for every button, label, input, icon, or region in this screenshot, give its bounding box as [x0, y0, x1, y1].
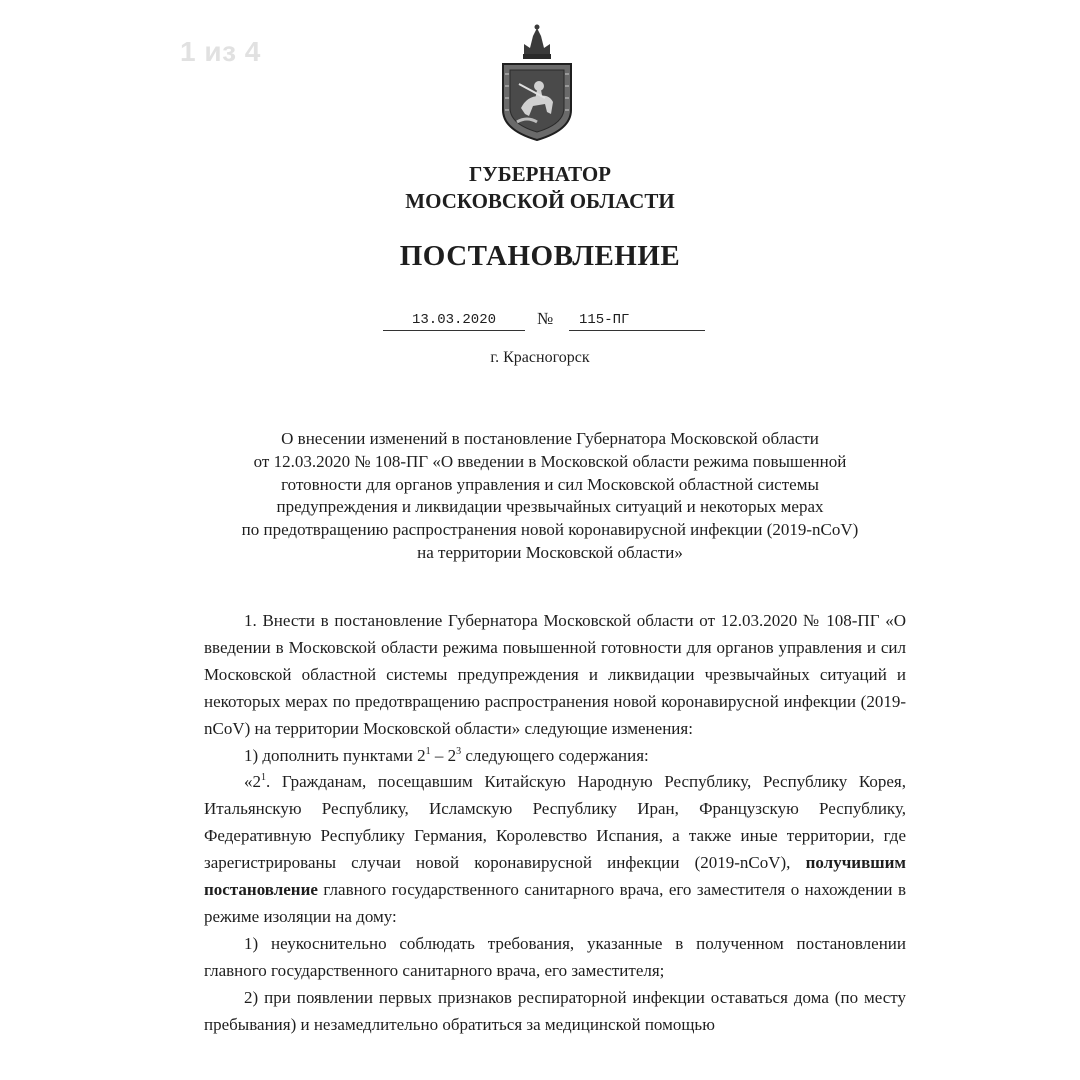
- document-type-title: ПОСТАНОВЛЕНИЕ: [399, 240, 681, 272]
- p3-prefix: «2: [244, 772, 261, 792]
- p2-middle: – 2: [430, 745, 457, 765]
- document-meta: [383, 309, 713, 334]
- p2-superscript-1: 1: [425, 745, 431, 757]
- document-body: [204, 608, 906, 1039]
- subject-line: от 12.03.2020 № 108-ПГ «О введении в Московской области режима повышенной: [253, 451, 847, 471]
- p3-bold-text: получившим постановление: [204, 853, 906, 900]
- authority-line-2: МОСКОВСКОЙ ОБЛАСТИ: [405, 189, 675, 213]
- moscow-oblast-coat-of-arms-icon: [497, 24, 577, 142]
- p3-superscript: 1: [261, 772, 266, 784]
- subject-line: готовности для органов управления и сил Московской областной системы: [281, 474, 819, 494]
- p2-prefix: 1) дополнить пунктами 2: [244, 745, 426, 765]
- body-paragraph-3: [204, 769, 906, 930]
- document-date: 13.03.2020: [383, 312, 525, 331]
- p3-text: . Гражданам, посещавшим Китайскую Народную Республику, Республику Корея, Итальянскую Республику, Исламскую Республику Иран, Французскую Республику, Федеративную Республику Германия, Королевство Испания, а также иные территории, где зарегистрированы случаи новой коронавирусной инфекции (2019-nCoV),: [204, 772, 906, 873]
- p3-tail: главного государственного санитарного врача, его заместителя о нахождении в режиме изоляции на дому:: [204, 880, 906, 926]
- number-sign: №: [537, 309, 554, 328]
- body-paragraph-2: [204, 743, 906, 770]
- subject-line: О внесении изменений в постановление Губернатора Московской области: [281, 429, 819, 448]
- city-of-issue: г. Красногорск: [490, 349, 590, 366]
- document-subject: [190, 428, 910, 565]
- document-number: 115-ПГ: [569, 312, 705, 331]
- subject-line: предупреждения и ликвидации чрезвычайных ситуаций и некоторых мерах: [276, 497, 824, 517]
- authority-line-1: ГУБЕРНАТОР: [468, 162, 612, 186]
- body-paragraph-4: 1) неукоснительно соблюдать требования, указанные в полученном постановлении главного государственного санитарного врача, его заместителя;: [204, 933, 906, 980]
- subject-line: на территории Московской области»: [417, 542, 683, 562]
- issuing-authority: [0, 161, 1080, 215]
- body-paragraph-1: 1. Внести в постановление Губернатора Московской области от 12.03.2020 № 108-ПГ «О введении в Московской области режима повышенной готовности для органов управления и сил Московской областной системы предупреждения и ликвидации чрезвычайных ситуаций и некоторых мерах по предотвращению распространения новой коронавирусной инфекции (2019-nCoV) на территории Московской области» следующие изменения:: [204, 611, 906, 738]
- page-counter: 1 из 4: [180, 36, 261, 67]
- subject-line: по предотвращению распространения новой коронавирусной инфекции (2019-nCoV): [241, 520, 859, 540]
- p2-superscript-2: 3: [456, 745, 462, 757]
- p2-suffix: следующего содержания:: [461, 745, 649, 765]
- body-paragraph-5: 2) при появлении первых признаков респираторной инфекции оставаться дома (по месту пребывания) и незамедлительно обратиться за медицинской помощью: [204, 987, 906, 1034]
